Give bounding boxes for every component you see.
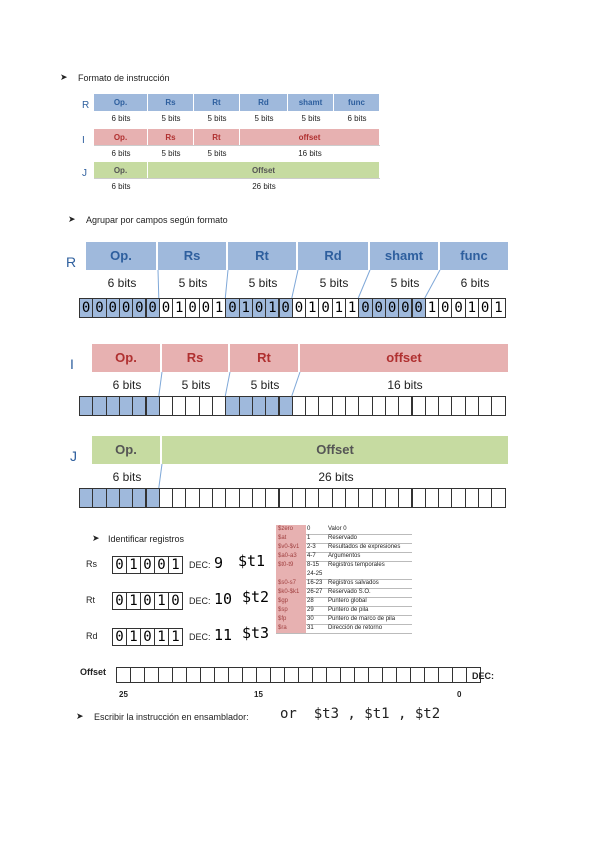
bit-cell: 0	[438, 298, 452, 318]
offset-bit-cell	[424, 667, 439, 683]
bit-cell: 0	[199, 298, 213, 318]
register-number-cell: 2-3	[307, 544, 316, 550]
register-name-cell: $at	[276, 534, 306, 543]
register-name: $t2	[242, 588, 270, 606]
offset-bit-cell	[256, 667, 271, 683]
bit-cell	[478, 488, 492, 508]
field-header: Offset	[162, 436, 508, 464]
bit-cell	[146, 488, 160, 508]
tick-label: 25	[119, 690, 128, 699]
bit-cell	[332, 488, 346, 508]
register-bit: 1	[168, 628, 183, 646]
bit-cell: 0	[292, 298, 306, 318]
register-bit: 0	[112, 592, 127, 610]
bits-label: 5 bits	[248, 276, 278, 290]
bit-cell	[185, 488, 199, 508]
bullet-arrow-icon: ➤	[92, 533, 100, 543]
register-label: Rt	[86, 595, 95, 605]
connector-line	[159, 464, 162, 488]
bit-cell	[265, 488, 279, 508]
bit-cell: 0	[119, 298, 133, 318]
register-number-cell: 4-7	[307, 553, 316, 559]
offset-bit-cell	[270, 667, 285, 683]
register-name-cell: $ra	[276, 624, 306, 633]
register-table-row	[276, 561, 412, 580]
register-number-cell: 8-15 24-25	[307, 562, 323, 577]
field-header: offset	[240, 129, 379, 146]
field-header: Rt	[194, 94, 239, 111]
tick-label: 15	[254, 690, 263, 699]
register-bit: 1	[126, 592, 141, 610]
register-number-cell: 1	[307, 535, 311, 541]
format-label: I	[82, 135, 85, 146]
field-header: Rt	[230, 344, 298, 372]
register-name-cell: $sp	[276, 606, 306, 615]
bit-cell	[358, 488, 372, 508]
register-bit: 1	[126, 628, 141, 646]
bits-label: 6 bits	[107, 276, 137, 290]
offset-bit-cell	[312, 667, 327, 683]
bit-cell: 0	[279, 298, 293, 318]
format-label: R	[82, 100, 90, 111]
dec-label: DEC:	[189, 632, 211, 642]
bits-label: 26 bits	[318, 470, 354, 484]
offset-bit-cell	[410, 667, 425, 683]
field-header: Rs	[162, 344, 228, 372]
register-number-cell: 30	[307, 616, 314, 622]
bit-cell: 0	[185, 298, 199, 318]
register-bit: 0	[154, 556, 169, 574]
bit-cell: 0	[451, 298, 465, 318]
register-desc-cell: Valor 0	[328, 526, 347, 532]
tick-label: 0	[457, 690, 462, 699]
bits-label: 5 bits	[178, 276, 208, 290]
bit-cell	[372, 488, 386, 508]
bit-cell	[106, 488, 120, 508]
bit-cell	[465, 488, 479, 508]
heading-formato: Formato de instrucción	[78, 73, 170, 83]
field-header: Rt	[228, 242, 296, 270]
register-name-cell: $fp	[276, 615, 306, 624]
dec-label: DEC:	[472, 671, 494, 681]
field-header: Rs	[148, 94, 193, 111]
register-desc-cell: Dirección de retorno	[328, 625, 383, 631]
register-name-cell: $k0-$k1	[276, 588, 306, 597]
bit-cell	[212, 488, 226, 508]
bit-cell: 0	[478, 298, 492, 318]
format-label: R	[66, 254, 77, 270]
bit-cell: 0	[225, 298, 239, 318]
field-header: Offset	[148, 162, 379, 179]
bits-label: 6 bits	[112, 470, 142, 484]
bit-cell	[491, 488, 505, 508]
bit-cell	[318, 488, 332, 508]
offset-bit-cell	[438, 667, 453, 683]
offset-bit-cell	[326, 667, 341, 683]
register-number-cell: 26-27	[307, 589, 323, 595]
format-label: J	[70, 448, 77, 464]
format-label: I	[70, 356, 74, 372]
bit-cell: 1	[425, 298, 439, 318]
offset-bit-cell	[214, 667, 229, 683]
bits-label: 6 bits	[460, 276, 490, 290]
bits-label: 5 bits	[301, 114, 321, 123]
bit-cell: 1	[172, 298, 186, 318]
bullet-arrow-icon: ➤	[60, 72, 68, 82]
bit-cell	[132, 488, 146, 508]
bits-label: 16 bits	[387, 378, 423, 392]
bits-label: 5 bits	[254, 114, 274, 123]
register-desc-cell: Reservado S.O.	[328, 589, 371, 595]
bits-label: 5 bits	[319, 276, 349, 290]
bit-cell: 0	[92, 298, 106, 318]
offset-bit-cell	[186, 667, 201, 683]
bit-cell	[252, 488, 266, 508]
bits-label: 5 bits	[161, 114, 181, 123]
field-header: func	[440, 242, 508, 270]
register-bit: 0	[140, 592, 155, 610]
bit-cell: 0	[412, 298, 426, 318]
bits-label: 5 bits	[161, 149, 181, 158]
field-header: Rd	[298, 242, 368, 270]
bit-cell: 1	[212, 298, 226, 318]
register-desc-cell: Puntero de pila	[328, 607, 369, 613]
offset-bit-cell	[200, 667, 215, 683]
bullet-arrow-icon: ➤	[76, 711, 84, 721]
bit-cell	[438, 488, 452, 508]
register-bit: 0	[140, 628, 155, 646]
offset-bit-cell	[116, 667, 131, 683]
field-header: Rs	[148, 129, 193, 146]
bit-cell	[199, 488, 213, 508]
bit-cell: 1	[265, 298, 279, 318]
offset-bit-cell	[298, 667, 313, 683]
bit-cell: 0	[318, 298, 332, 318]
register-label: Rd	[86, 631, 98, 641]
register-number-cell: 29	[307, 607, 314, 613]
field-header: Op.	[94, 162, 147, 179]
bits-label: 16 bits	[298, 149, 322, 158]
bit-cell: 0	[358, 298, 372, 318]
offset-bit-cell	[130, 667, 145, 683]
bits-label: 6 bits	[111, 182, 131, 191]
bits-label: 6 bits	[347, 114, 367, 123]
bits-label: 26 bits	[252, 182, 276, 191]
dec-value: 11	[214, 626, 233, 644]
offset-bit-cell	[368, 667, 383, 683]
assembly-instruction: or $t3 , $t1 , $t2	[280, 706, 441, 722]
register-bit: 1	[126, 556, 141, 574]
register-desc-cell: Argumentos	[328, 553, 361, 559]
field-header: Rs	[158, 242, 226, 270]
dec-value: 9	[214, 554, 224, 572]
bits-label: 6 bits	[112, 378, 142, 392]
bit-cell	[451, 488, 465, 508]
offset-bit-cell	[382, 667, 397, 683]
register-desc-cell: Puntero de marco de pila	[328, 616, 396, 622]
field-header: Rd	[240, 94, 287, 111]
bit-cell: 1	[491, 298, 505, 318]
bit-cell	[92, 488, 106, 508]
register-bit: 1	[154, 628, 169, 646]
bit-cell	[172, 488, 186, 508]
register-bit: 0	[112, 628, 127, 646]
offset-label: Offset	[80, 667, 107, 677]
register-name-cell: $zero	[276, 525, 306, 534]
register-label: Rs	[86, 559, 97, 569]
register-number-cell: 28	[307, 598, 314, 604]
bit-cell: 0	[106, 298, 120, 318]
dec-label: DEC:	[189, 560, 211, 570]
bits-label: 5 bits	[207, 114, 227, 123]
register-bit: 0	[140, 556, 155, 574]
register-bit: 1	[154, 592, 169, 610]
bit-cell: 1	[332, 298, 346, 318]
offset-bit-cell	[158, 667, 173, 683]
bit-cell	[425, 488, 439, 508]
register-name-cell: $t0-t9	[276, 561, 306, 579]
field-header: Rt	[194, 129, 239, 146]
offset-bit-cell	[354, 667, 369, 683]
bit-cell	[345, 488, 359, 508]
bit-cell	[305, 488, 319, 508]
register-desc-cell: Puntero global	[328, 598, 367, 604]
format-label: J	[82, 168, 87, 179]
bit-cell: 0	[159, 298, 173, 318]
register-name-cell: $v0-$v1	[276, 543, 306, 552]
bit-cell	[225, 488, 239, 508]
offset-bit-cell	[144, 667, 159, 683]
bit-cell	[119, 488, 133, 508]
register-name-cell: $s0-s7	[276, 579, 306, 588]
bit-cell: 1	[239, 298, 253, 318]
heading-agrupar: Agrupar por campos según formato	[86, 215, 228, 225]
heading-identificar: Identificar registros	[108, 534, 185, 544]
bits-label: 6 bits	[111, 149, 131, 158]
offset-bit-cell	[172, 667, 187, 683]
field-header: offset	[300, 344, 508, 372]
register-name: $t3	[242, 624, 270, 642]
offset-bit-cell	[284, 667, 299, 683]
dec-label: DEC:	[189, 596, 211, 606]
register-desc-cell: Resultados de expresiones	[328, 544, 401, 550]
heading-escribir: Escribir la instrucción en ensamblador:	[94, 712, 249, 722]
register-number-cell: 31	[307, 625, 314, 631]
offset-bit-cell	[228, 667, 243, 683]
bullet-arrow-icon: ➤	[68, 214, 76, 224]
bit-cell	[292, 488, 306, 508]
bit-cell: 1	[465, 298, 479, 318]
bit-cell: 0	[398, 298, 412, 318]
bit-cell	[412, 488, 426, 508]
bit-cell	[398, 488, 412, 508]
register-number-cell: 0	[307, 526, 311, 532]
bit-cell: 0	[385, 298, 399, 318]
bits-label: 5 bits	[207, 149, 227, 158]
bit-cell: 0	[132, 298, 146, 318]
field-header: func	[334, 94, 379, 111]
bit-cell: 0	[146, 298, 160, 318]
register-desc-cell: Reservado	[328, 535, 358, 541]
register-name-cell: $a0-a3	[276, 552, 306, 561]
offset-bit-cell	[452, 667, 467, 683]
field-header: Op.	[94, 129, 147, 146]
register-table-row	[276, 624, 412, 634]
bit-cell: 0	[79, 298, 93, 318]
bits-label: 5 bits	[250, 378, 280, 392]
field-header: shamt	[288, 94, 333, 111]
bit-cell: 0	[252, 298, 266, 318]
bits-label: 5 bits	[390, 276, 420, 290]
register-name-cell: $gp	[276, 597, 306, 606]
register-bit: 0	[112, 556, 127, 574]
field-header: Op.	[92, 436, 160, 464]
bit-cell	[239, 488, 253, 508]
bit-cell	[385, 488, 399, 508]
register-bit: 0	[168, 592, 183, 610]
field-header: shamt	[370, 242, 438, 270]
offset-bit-cell	[242, 667, 257, 683]
register-name: $t1	[238, 552, 266, 570]
field-header: Op.	[92, 344, 160, 372]
field-header: Op.	[86, 242, 156, 270]
bits-label: 6 bits	[111, 114, 131, 123]
field-header: Op.	[94, 94, 147, 111]
register-number-cell: 16-23	[307, 580, 323, 586]
bit-cell: 0	[372, 298, 386, 318]
bits-label: 5 bits	[181, 378, 211, 392]
offset-bit-cell	[340, 667, 355, 683]
offset-bit-cell	[396, 667, 411, 683]
bit-cell	[79, 488, 93, 508]
bit-cell	[159, 488, 173, 508]
bit-cell: 1	[345, 298, 359, 318]
bit-cell	[279, 488, 293, 508]
register-desc-cell: Registros salvados	[328, 580, 379, 586]
register-bit: 1	[168, 556, 183, 574]
dec-value: 10	[214, 590, 233, 608]
bit-cell: 1	[305, 298, 319, 318]
register-desc-cell: Registros temporales	[328, 562, 385, 568]
